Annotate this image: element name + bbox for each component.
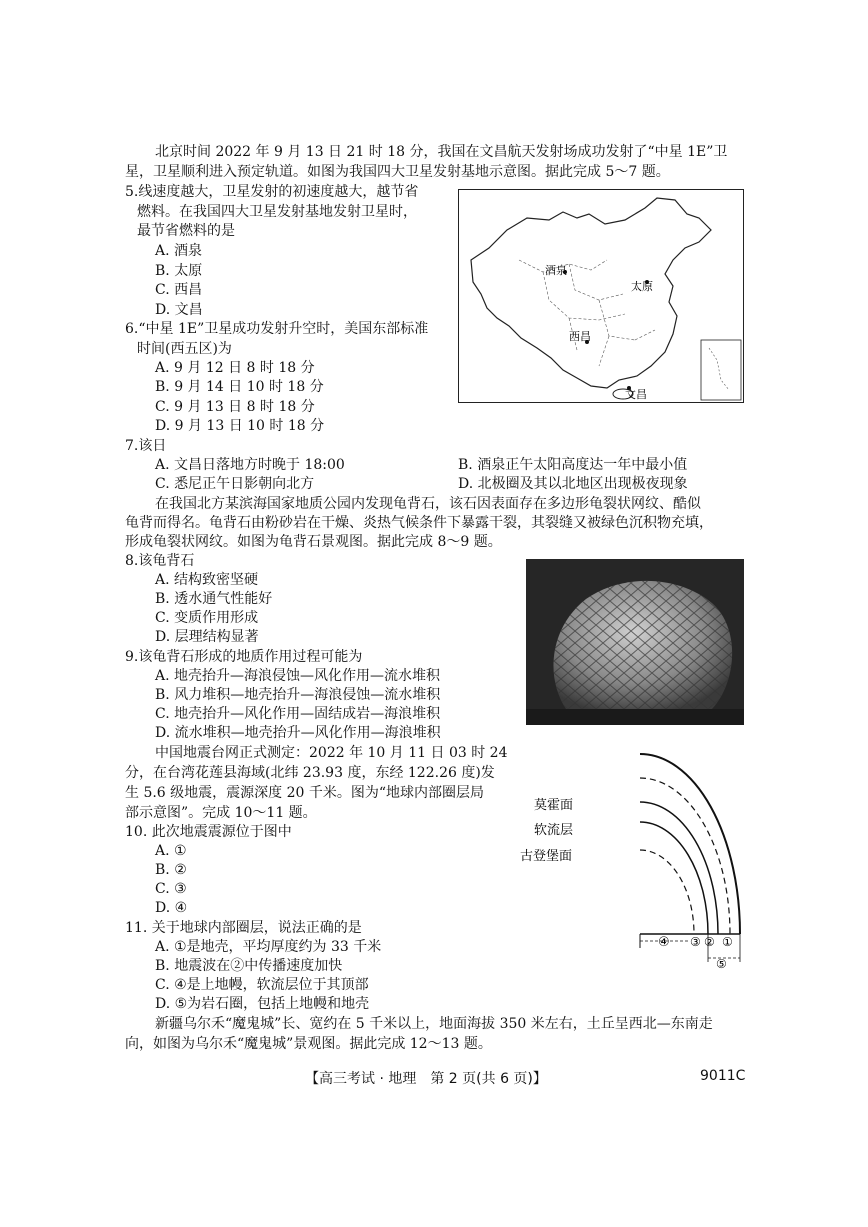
map-label-jiuquan: 酒泉 [545, 264, 567, 277]
q6-stem: 6.“中星 1E”卫星成功发射升空时，美国东部标准 [125, 321, 429, 337]
mark-1: ① [722, 935, 733, 949]
q11-option-b: B. 地震波在②中传播速度加快 [155, 958, 343, 974]
q9-option-b: B. 风力堆积—地壳抬升—海浪侵蚀—流水堆积 [155, 687, 441, 703]
q8-option-b: B. 透水通气性能好 [155, 591, 273, 607]
mark-5: ⑤ [716, 957, 727, 971]
q11-option-d: D. ⑤为岩石圈，包括上地幔和地壳 [155, 996, 370, 1012]
paper-code: 9011C [700, 1068, 746, 1084]
map-label-taiyuan: 太原 [631, 280, 653, 293]
q6-option-a: A. 9 月 12 日 8 时 18 分 [155, 360, 315, 376]
q11-option-a: A. ①是地壳，平均厚度约为 33 千米 [155, 939, 382, 955]
q7-option-b: B. 酒泉正午太阳高度达一年中最小值 [458, 457, 688, 473]
q11-option-c: C. ④是上地幔，软流层位于其顶部 [155, 977, 369, 993]
q9-option-d: D. 流水堆积—地壳抬升—风化作用—海浪堆积 [155, 725, 441, 741]
label-asthenosphere: 软流层 [534, 823, 574, 838]
china-map-outline [459, 190, 743, 402]
mark-2: ② [704, 935, 715, 949]
q10-option-a: A. ① [155, 843, 187, 859]
q8-option-d: D. 层理结构显著 [155, 629, 259, 645]
page-footer: 【高三考试 · 地理 第 2 页(共 6 页)】 [305, 1071, 547, 1087]
q5-option-a: A. 酒泉 [155, 243, 203, 259]
passage-4-line-1: 新疆乌尔禾“魔鬼城”长、宽约在 5 千米以上，地面海拔 350 米左右，土丘呈西北—东南走 [155, 1016, 713, 1032]
passage-2-line-3: 形成龟裂状网纹。如图为龟背石景观图。据此完成 8～9 题。 [125, 534, 502, 550]
passage-2-line-2: 龟背而得名。龟背石由粉砂岩在干燥、炎热气候条件下暴露干裂，其裂缝又被绿色沉积物充填， [125, 515, 713, 531]
q10-stem: 10. 此次地震震源位于图中 [125, 824, 292, 840]
q10-option-d: D. ④ [155, 900, 188, 916]
earth-layers-svg [518, 750, 748, 975]
turtle-back-stone-photo [526, 559, 744, 725]
passage-3-line-4: 部示意图”。完成 10～11 题。 [125, 805, 317, 821]
passage-3-line-3: 生 5.6 级地震，震源深度 20 千米。图为“地球内部圈层局 [125, 785, 485, 801]
passage-4-line-2: 向，如图为乌尔禾“魔鬼城”景观图。据此完成 12～13 题。 [125, 1036, 492, 1052]
q7-option-c: C. 悉尼正午日影朝向北方 [155, 476, 315, 492]
q10-option-c: C. ③ [155, 881, 187, 897]
q8-option-c: C. 变质作用形成 [155, 610, 259, 626]
passage-1-line-1: 北京时间 2022 年 9 月 13 日 21 时 18 分，我国在文昌航天发射场成功发射了“中星 1E”卫 [155, 144, 728, 160]
q5-stem: 最节省燃料的是 [137, 223, 235, 239]
mark-4: ④ [658, 935, 670, 950]
q5-option-b: B. 太原 [155, 263, 203, 279]
q8-stem: 8.该龟背石 [125, 553, 195, 569]
q5-stem: 燃料。在我国四大卫星发射基地发射卫星时， [137, 204, 417, 220]
map-label-wenchang: 文昌 [625, 388, 647, 401]
earth-layers-diagram [518, 750, 748, 975]
q6-stem: 时间(西五区)为 [137, 341, 232, 357]
passage-3-line-1: 中国地震台网正式测定：2022 年 10 月 11 日 03 时 24 [155, 745, 508, 761]
q8-option-a: A. 结构致密坚硬 [155, 572, 259, 588]
q6-option-b: B. 9 月 14 日 10 时 18 分 [155, 379, 324, 395]
mark-3: ③ [690, 935, 701, 949]
map-label-xichang: 西昌 [569, 330, 591, 343]
launch-sites-map [458, 189, 744, 403]
passage-3-line-2: 分，在台湾花莲县海域(北纬 23.93 度，东经 122.26 度)发 [125, 765, 495, 781]
passage-2-line-1: 在我国北方某滨海国家地质公园内发现龟背石，该石因表面存在多边形龟裂状网纹、酷似 [155, 496, 701, 512]
q5-stem: 5.线速度越大，卫星发射的初速度越大，越节省 [125, 184, 419, 200]
q7-stem: 7.该日 [125, 438, 167, 454]
q7-option-a: A. 文昌日落地方时晚于 18:00 [155, 457, 345, 473]
q7-option-d: D. 北极圈及其以北地区出现极夜现象 [458, 476, 688, 492]
q10-option-b: B. ② [155, 862, 187, 878]
label-moho: 莫霍面 [534, 798, 574, 813]
q9-option-a: A. 地壳抬升—海浪侵蚀—风化作用—流水堆积 [155, 668, 441, 684]
q6-option-d: D. 9 月 13 日 10 时 18 分 [155, 418, 325, 434]
rock-image [526, 559, 744, 725]
q11-stem: 11. 关于地球内部圈层，说法正确的是 [125, 920, 362, 936]
q5-option-d: D. 文昌 [155, 302, 203, 318]
q6-option-c: C. 9 月 13 日 8 时 18 分 [155, 399, 315, 415]
label-gutenberg: 古登堡面 [520, 849, 573, 864]
q9-option-c: C. 地壳抬升—风化作用—固结成岩—海浪堆积 [155, 706, 441, 722]
q9-stem: 9.该龟背石形成的地质作用过程可能为 [125, 649, 363, 665]
q5-option-c: C. 西昌 [155, 282, 203, 298]
passage-1-line-2: 星，卫星顺利进入预定轨道。如图为我国四大卫星发射基地示意图。据此完成 5～7 题。 [125, 164, 670, 180]
